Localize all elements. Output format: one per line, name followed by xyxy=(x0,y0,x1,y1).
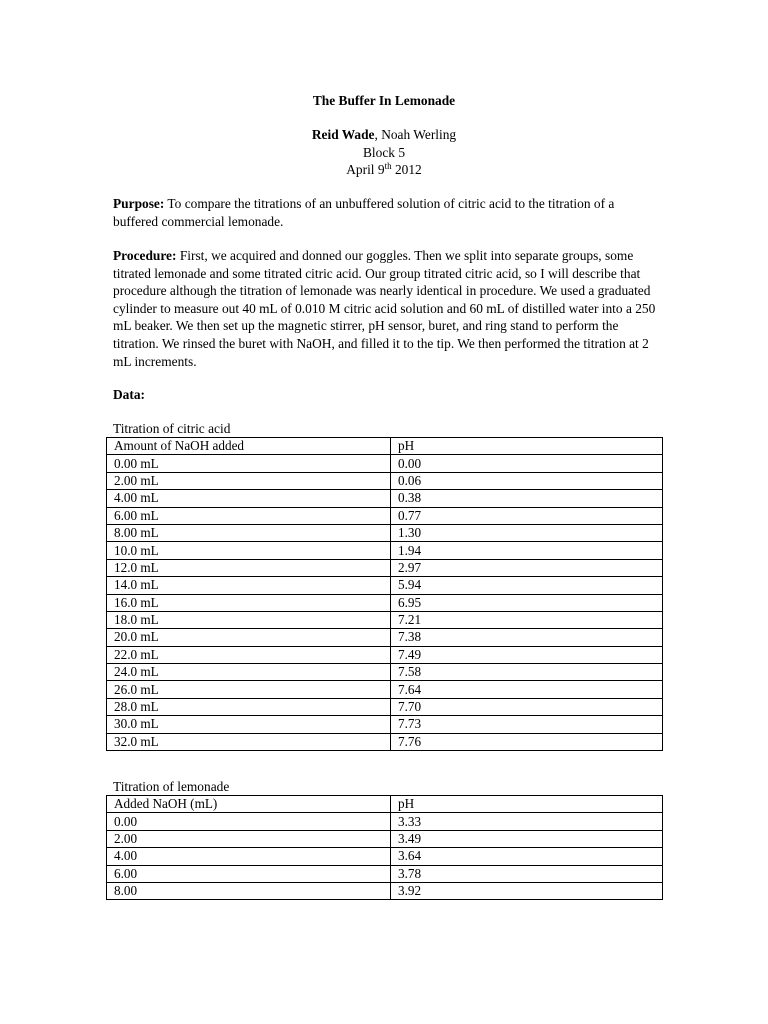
table-row xyxy=(107,681,663,698)
naoh-cell: 4.00 mL xyxy=(107,490,391,507)
ph-cell: pH xyxy=(391,438,663,455)
table-header-row xyxy=(107,438,663,455)
table-row xyxy=(107,611,663,628)
table-row xyxy=(107,455,663,472)
purpose-text: To compare the titrations of an unbuffered solution of citric acid to the titration of a buffered commercial lemonade. xyxy=(113,196,615,229)
ph-cell: 7.64 xyxy=(391,681,663,698)
citric-acid-table xyxy=(106,437,663,751)
authors-line xyxy=(0,126,768,144)
table-row xyxy=(107,542,663,559)
purpose-label: Purpose: xyxy=(113,196,165,211)
naoh-cell: 4.00 xyxy=(107,848,391,865)
ph-cell: 0.38 xyxy=(391,490,663,507)
ph-cell: 3.92 xyxy=(391,882,663,899)
table-row xyxy=(107,559,663,576)
naoh-cell: 0.00 mL xyxy=(107,455,391,472)
naoh-cell: 32.0 mL xyxy=(107,733,391,750)
ph-cell: pH xyxy=(391,796,663,813)
ph-cell: 5.94 xyxy=(391,577,663,594)
ph-cell: 0.06 xyxy=(391,472,663,489)
naoh-cell: 30.0 mL xyxy=(107,716,391,733)
lemonade-table xyxy=(106,795,663,900)
table1-caption: Titration of citric acid xyxy=(113,421,231,436)
table-row xyxy=(107,524,663,541)
procedure-text: First, we acquired and donned our goggles. Then we split into separate groups, some titrated lemonade and some titrated citric acid. Our group titrated citric acid, so I will describe that procedure although the titration of lemonade was nearly identical in procedure. We used a graduated cylinder to measure out 40 mL of 0.010 M citric acid solution and 60 mL of distilled water into a 250 mL beaker. We then set up the magnetic stirrer, pH sensor, buret, and ring stand to perform the titration. We rinsed the buret with NaOH, and filled it to the tip. We then performed the titration at 2 mL increments. xyxy=(113,248,656,369)
primary-author: Reid Wade xyxy=(311,127,375,142)
table-row xyxy=(107,733,663,750)
naoh-cell: 14.0 mL xyxy=(107,577,391,594)
table-row xyxy=(107,848,663,865)
ph-cell: 7.38 xyxy=(391,629,663,646)
ph-cell: 7.49 xyxy=(391,646,663,663)
date-line xyxy=(0,161,768,179)
naoh-cell: 12.0 mL xyxy=(107,559,391,576)
table-row xyxy=(107,830,663,847)
date-year: 2012 xyxy=(391,162,422,178)
naoh-cell: 16.0 mL xyxy=(107,594,391,611)
block-line: Block 5 xyxy=(362,144,406,160)
naoh-cell: 10.0 mL xyxy=(107,542,391,559)
table-row xyxy=(107,813,663,830)
naoh-cell: 6.00 mL xyxy=(107,507,391,524)
table-row xyxy=(107,646,663,663)
naoh-cell: Added NaOH (mL) xyxy=(107,796,391,813)
naoh-cell: 20.0 mL xyxy=(107,629,391,646)
naoh-cell: 2.00 xyxy=(107,830,391,847)
date-month-day: April 9 xyxy=(346,162,385,178)
ph-cell: 7.70 xyxy=(391,698,663,715)
ph-cell: 3.49 xyxy=(391,830,663,847)
naoh-cell: 24.0 mL xyxy=(107,664,391,681)
ph-cell: 3.78 xyxy=(391,865,663,882)
ph-cell: 6.95 xyxy=(391,594,663,611)
naoh-cell: 18.0 mL xyxy=(107,611,391,628)
naoh-cell: 2.00 mL xyxy=(107,472,391,489)
naoh-cell: 8.00 xyxy=(107,882,391,899)
ph-cell: 7.58 xyxy=(391,664,663,681)
ph-cell: 0.00 xyxy=(391,455,663,472)
procedure-label: Procedure: xyxy=(113,248,177,263)
ph-cell: 7.73 xyxy=(391,716,663,733)
naoh-cell: 8.00 mL xyxy=(107,524,391,541)
ph-cell: 3.64 xyxy=(391,848,663,865)
naoh-cell: 28.0 mL xyxy=(107,698,391,715)
document-title: The Buffer In Lemonade xyxy=(312,93,456,108)
table-row xyxy=(107,577,663,594)
table-header-row xyxy=(107,796,663,813)
table-row xyxy=(107,490,663,507)
table-row xyxy=(107,472,663,489)
data-heading: Data: xyxy=(113,387,145,402)
naoh-cell: 22.0 mL xyxy=(107,646,391,663)
ph-cell: 2.97 xyxy=(391,559,663,576)
ph-cell: 7.21 xyxy=(391,611,663,628)
table-row xyxy=(107,507,663,524)
date-suffix: th xyxy=(384,161,392,172)
co-author: , Noah Werling xyxy=(374,127,457,142)
table-row xyxy=(107,716,663,733)
table-row xyxy=(107,882,663,899)
table-row xyxy=(107,664,663,681)
naoh-cell: 26.0 mL xyxy=(107,681,391,698)
ph-cell: 0.77 xyxy=(391,507,663,524)
table2-caption: Titration of lemonade xyxy=(113,779,230,794)
ph-cell: 3.33 xyxy=(391,813,663,830)
table-row xyxy=(107,629,663,646)
naoh-cell: Amount of NaOH added xyxy=(107,438,391,455)
purpose-paragraph xyxy=(113,195,657,230)
table-row xyxy=(107,865,663,882)
naoh-cell: 0.00 xyxy=(107,813,391,830)
naoh-cell: 6.00 xyxy=(107,865,391,882)
procedure-paragraph xyxy=(113,247,657,370)
ph-cell: 1.30 xyxy=(391,524,663,541)
table-row xyxy=(107,594,663,611)
author-block xyxy=(0,126,768,179)
table-row xyxy=(107,698,663,715)
ph-cell: 1.94 xyxy=(391,542,663,559)
ph-cell: 7.76 xyxy=(391,733,663,750)
